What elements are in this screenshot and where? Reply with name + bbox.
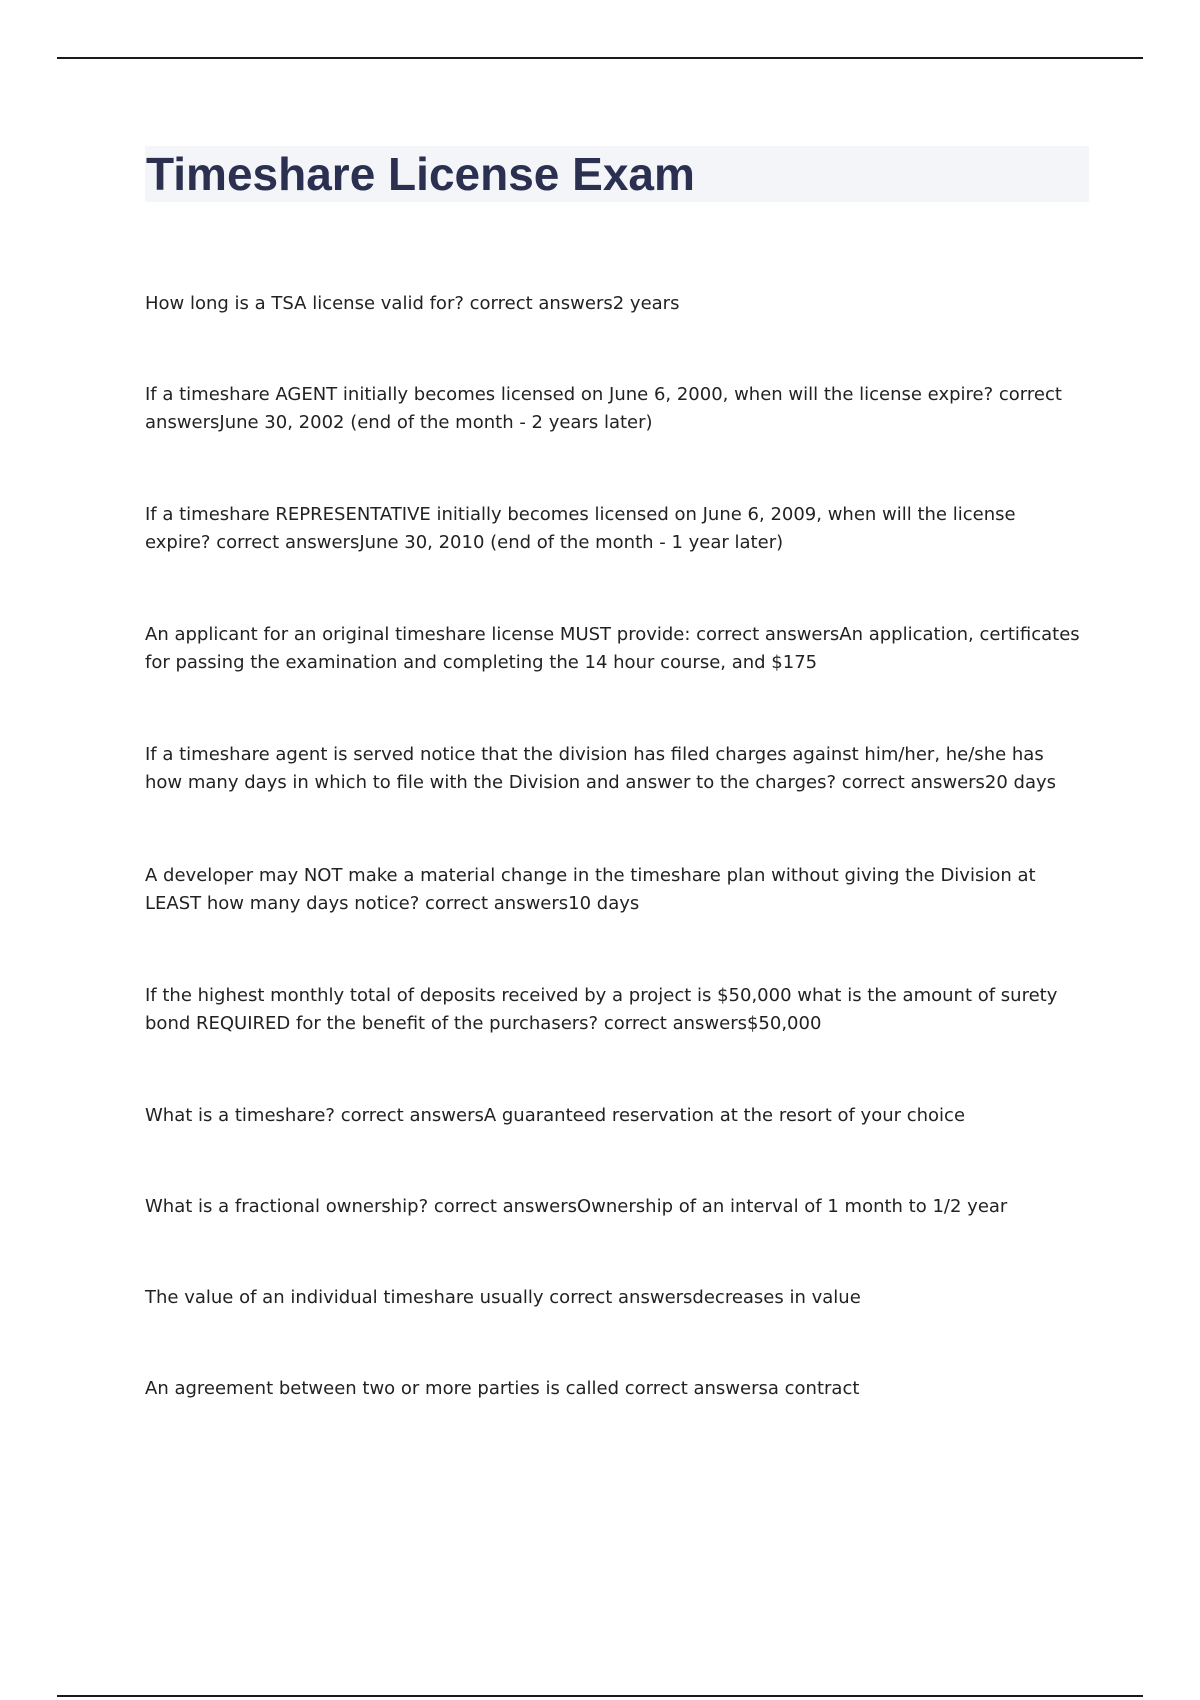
qa-item: What is a timeshare? correct answersA guaranteed reservation at the resort of your choice bbox=[145, 1105, 966, 1126]
qa-item: A developer may NOT make a material change in the timeshare plan without giving the Division at LEAST how many days notice? correct answers10 days bbox=[145, 865, 1036, 914]
bottom-rule bbox=[57, 1695, 1143, 1697]
qa-item: An applicant for an original timeshare license MUST provide: correct answersAn application, certificates for passing the examination and completing the 14 hour course, and $175 bbox=[145, 624, 1080, 673]
qa-item: How long is a TSA license valid for? correct answers2 years bbox=[145, 293, 680, 314]
page-title: Timeshare License Exam bbox=[146, 148, 695, 200]
qa-item: If a timeshare REPRESENTATIVE initially becomes licensed on June 6, 2009, when will the license expire? correct answersJune 30, 2010 (end of the month - 1 year later) bbox=[145, 504, 1016, 553]
top-rule bbox=[57, 57, 1143, 59]
qa-item: If a timeshare agent is served notice that the division has filed charges against him/her, he/she has how many days in which to file with the Division and answer to the charges? correct answers20 days bbox=[145, 744, 1057, 793]
qa-item: An agreement between two or more parties is called correct answersa contract bbox=[145, 1378, 860, 1399]
qa-item: If a timeshare AGENT initially becomes licensed on June 6, 2000, when will the license expire? correct answersJune 30, 2002 (end of the month - 2 years later) bbox=[145, 384, 1062, 433]
qa-item: If the highest monthly total of deposits received by a project is $50,000 what is the amount of surety bond REQUIRED for the benefit of the purchasers? correct answers$50,000 bbox=[145, 985, 1058, 1034]
qa-item: The value of an individual timeshare usually correct answersdecreases in value bbox=[145, 1287, 861, 1308]
qa-item: What is a fractional ownership? correct answersOwnership of an interval of 1 month to 1/2 year bbox=[145, 1196, 1008, 1217]
